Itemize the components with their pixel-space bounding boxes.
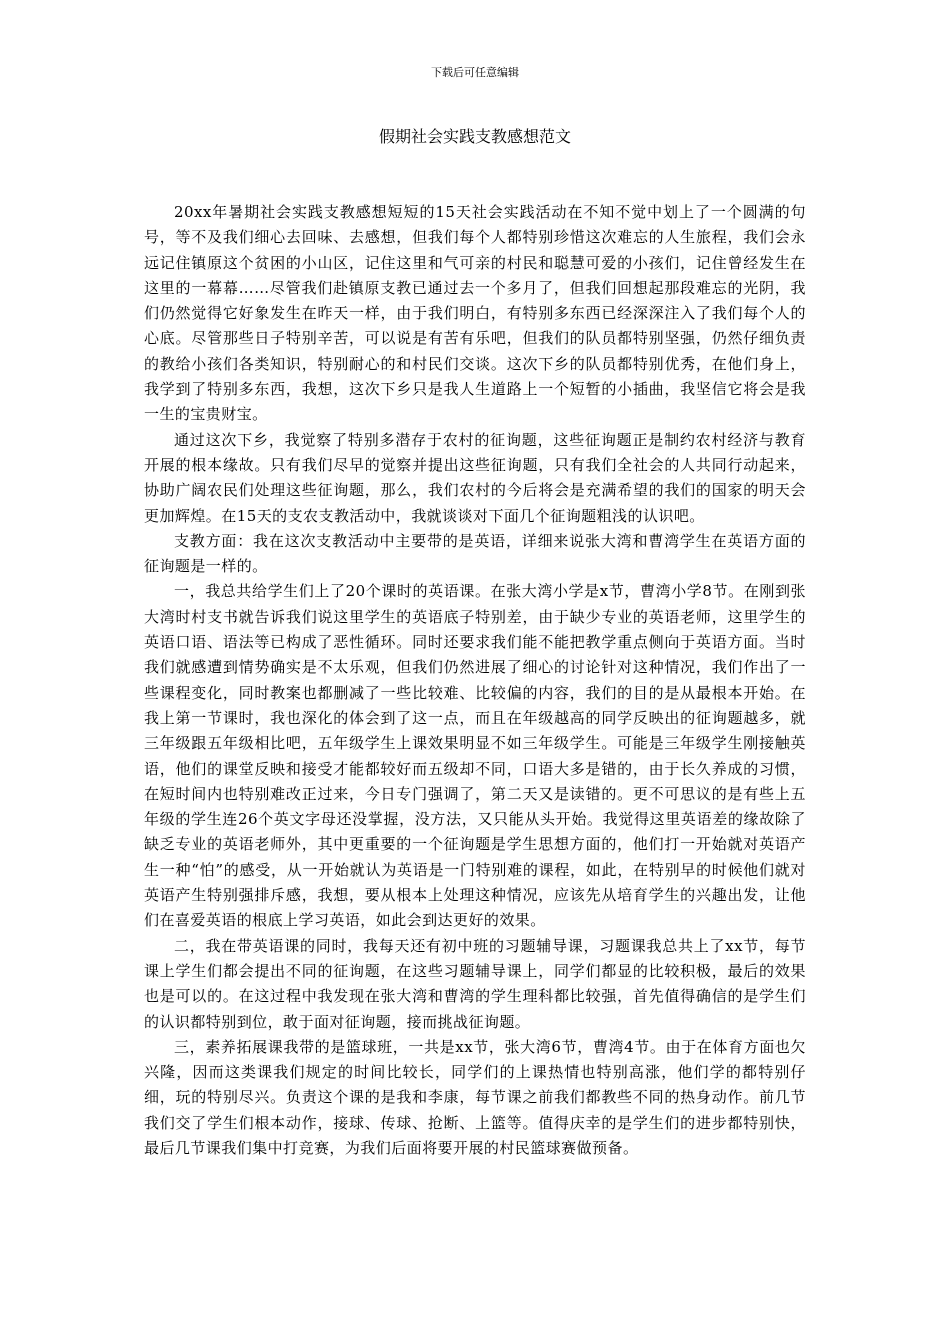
paragraph: 支教方面：我在这次支教活动中主要带的是英语，详细来说张大湾和曹湾学生在英语方面的征询题是一样的。 [144,531,806,576]
document-body [144,200,806,1161]
paragraph: 20xx年暑期社会实践支教感想短短的15天社会实践活动在不知不觉中划上了一个圆满的句号，等不及我们细心去回味、去感想，但我们每个人都特别珍惜这次难忘的人生旅程，我们会永远记住镇原这个贫困的小山区，记住这里和气可亲的村民和聪慧可爱的小孩们，记住曾经发生在这里的一幕幕……尽管我们赴镇原支教已通过去一个多月了，但我们回想起那段难忘的光阴，我们仍然觉得它好象发生在昨天一样，由于我们明白，有特别多东西已经深深注入了我们每个人的心底。尽管那些日子特别辛苦，可以说是有苦有乐吧，但我们的队员都特别坚强，仍然仔细负责的教给小孩们各类知识，特别耐心的和村民们交谈。这次下乡的队员都特别优秀，在他们身上，我学到了特别多东西，我想，这次下乡只是我人生道路上一个短暂的小插曲，我坚信它将会是我一生的宝贵财宝。 [144,203,806,424]
paragraph: 一，我总共给学生们上了20个课时的英语课。在张大湾小学是x节，曹湾小学8节。在刚到张大湾时村支书就告诉我们说这里学生的英语底子特别差，由于缺少专业的英语老师，这里学生的英语口语、语法等已构成了恶性循环。同时还要求我们能不能把教学重点侧向于英语方面。当时我们就感遭到情势确实是不太乐观，但我们仍然进展了细心的讨论针对这种情况，我们作出了一些课程变化，同时教案也都删减了一些比较难、比较偏的内容，我们的目的是从最根本开始。在我上第一节课时，我也深化的体会到了这一点，而且在年级越高的同学反映出的征询题越多，就三年级跟五年级相比吧，五年级学生上课效果明显不如三年级学生。可能是三年级学生刚接触英语，他们的课堂反映和接受才能都较好而五级却不同，口语大多是错的，由于长久养成的习惯，在短时间内也特别难改正过来，今日专门强调了，第二天又是读错的。更不可思议的是有些上五年级的学生连26个英文字母还没掌握，没方法，又只能从头开始。我觉得这里英语差的缘故除了缺乏专业的英语老师外，其中更重要的一个征询题是学生思想方面的，他们打一开始就对英语产生一种“怕”的感受，从一开始就认为英语是一门特别难的课程，如此，在特别早的时候他们就对英语产生特别强排斥感，我想，要从根本上处理这种情况，应该先从培育学生的兴趣出发，让他们在喜爱英语的根底上学习英语，如此会到达更好的效果。 [144,582,806,930]
paragraph: 通过这次下乡，我觉察了特别多潜存于农村的征询题，这些征询题正是制约农村经济与教育开展的根本缘故。只有我们尽早的觉察并提出这些征询题，只有我们全社会的人共同行动起来，协助广阔农民们处理这些征询题，那么，我们农村的今后将会是充满希望的我们的国家的明天会更加辉煌。在15天的支农支教活动中，我就谈谈对下面几个征询题粗浅的认识吧。 [144,430,806,525]
paragraph: 二，我在带英语课的同时，我每天还有初中班的习题辅导课，习题课我总共上了xx节，每节课上学生们都会提出不同的征询题，在这些习题辅导课上，同学们都显的比较积极，最后的效果也是可以的。在这过程中我发现在张大湾和曹湾的学生理科都比较强，首先值得确信的是学生们的认识都特别到位，敢于面对征询题，接而挑战征询题。 [144,936,806,1031]
paragraph: 三，素养拓展课我带的是篮球班，一共是xx节，张大湾6节，曹湾4节。由于在体育方面也欠兴隆，因而这类课我们规定的时间比较长，同学们的上课热情也特别高涨，他们学的都特别仔细，玩的特别尽兴。负责这个课的是我和李康，每节课之前我们都教些不同的热身动作。前几节我们交了学生们根本动作，接球、传球、抢断、上篮等。值得庆幸的是学生们的进步都特别快，最后几节课我们集中打竞赛，为我们后面将要开展的村民篮球赛做预备。 [144,1037,806,1157]
header-note: 下载后可任意编辑 [431,66,519,79]
document-title: 假期社会实践支教感想范文 [378,127,571,146]
